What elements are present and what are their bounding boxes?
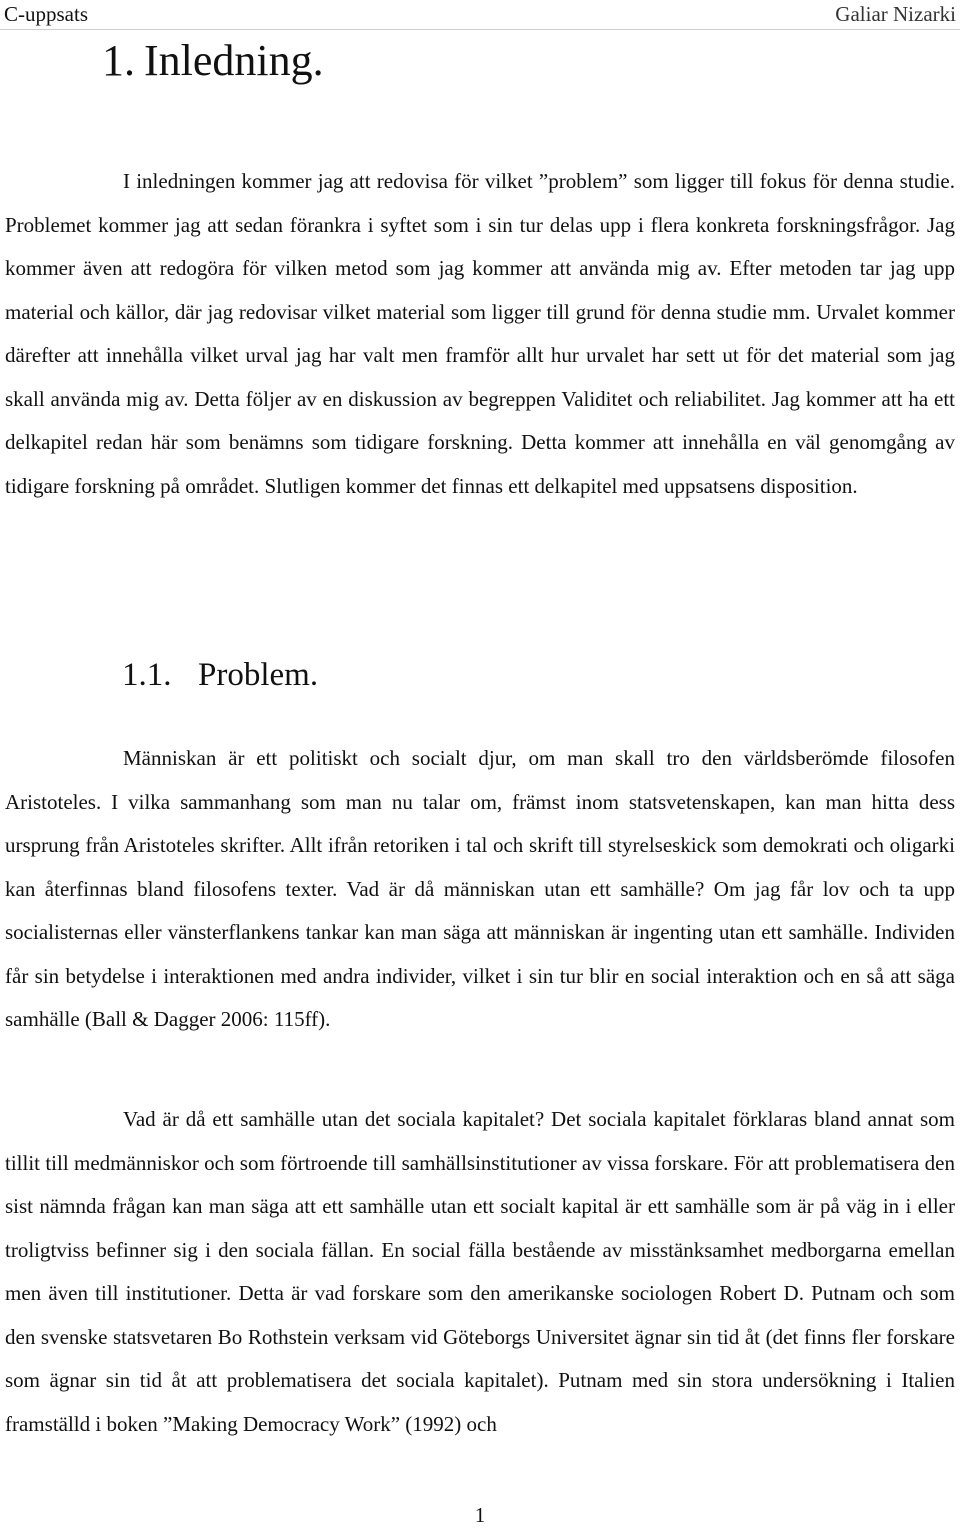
header-divider (0, 29, 960, 30)
section-title: Problem. (198, 657, 319, 693)
chapter-title: Inledning. (144, 36, 324, 85)
header-document-type: C-uppsats (4, 2, 88, 26)
intro-paragraph: I inledningen kommer jag att redovisa för vilket ”problem” som ligger till fokus för denna studie. Problemet kommer jag att sedan förankra i syftet som i sin tur delas upp i flera konkreta forskningsfrågor. Jag kommer även att redogöra för vilken metod som jag kommer att använda mig av. Efter metoden tar jag upp material och källor, där jag redovisar vilket material som ligger till grund för denna studie mm. Urvalet kommer därefter att innehålla vilket urval jag har valt men framför allt hur urvalet har sett ut för det material som jag skall använda mig av. Detta följer av en diskussion av begreppen Validitet och reliabilitet. Jag kommer att ha ett delkapitel redan här som benämns som tidigare forskning. Detta kommer att innehålla en väl genomgång av tidigare forskning på området. Slutligen kommer det finnas ett delkapitel med uppsatsens disposition. (5, 169, 955, 498)
section-heading (122, 652, 318, 698)
problem-paragraph-1: Människan är ett politiskt och socialt djur, om man skall tro den världsberömde filosofen Aristoteles. I vilka sammanhang som man nu talar om, främst inom statsvetenskapen, kan man hitta dess ursprung från Aristoteles skrifter. Allt ifrån retoriken i tal och skrift till styrelseskick som demokrati och oligarki kan återfinnas bland filosofens texter. Vad är då människan utan ett samhälle? Om jag får lov och ta upp socialisternas eller vänsterflankens tankar kan man säga att människan är ingenting utan ett samhälle. Individen får sin betydelse i interaktionen med andra individer, vilket i sin tur blir en social interaktion och en så att säga samhälle (Ball & Dagger 2006: 115ff). (5, 746, 955, 1031)
page-number: 1 (474, 1503, 486, 1527)
running-header (0, 0, 960, 30)
header-author: Galiar Nizarki (835, 2, 956, 26)
chapter-heading (102, 34, 324, 88)
section-number: 1.1. (122, 657, 172, 693)
problem-paragraph-2: Vad är då ett samhälle utan det sociala kapitalet? Det sociala kapitalet förklaras bland annat som tillit till medmänniskor och som förtroende till samhällsinstitutioner av vissa forskare. För att problematisera den sist nämnda frågan kan man säga att ett samhälle utan ett socialt kapital är ett samhälle som är på väg in i eller troligtviss befinner sig i den sociala fällan. En social fälla bestående av misstänksamhet medborgarna emellan men även till institutioner. Detta är vad forskare som den amerikanske sociologen Robert D. Putnam och som den svenske statsvetaren Bo Rothstein verksam vid Göteborgs Universitet ägnar sin tid åt (det finns fler forskare som ägnar sin tid åt att problematisera det sociala kapitalet). Putnam med sin stora undersökning i Italien framställd i boken ”Making Democracy Work” (1992) och (5, 1107, 955, 1436)
chapter-number: 1. (102, 36, 135, 85)
